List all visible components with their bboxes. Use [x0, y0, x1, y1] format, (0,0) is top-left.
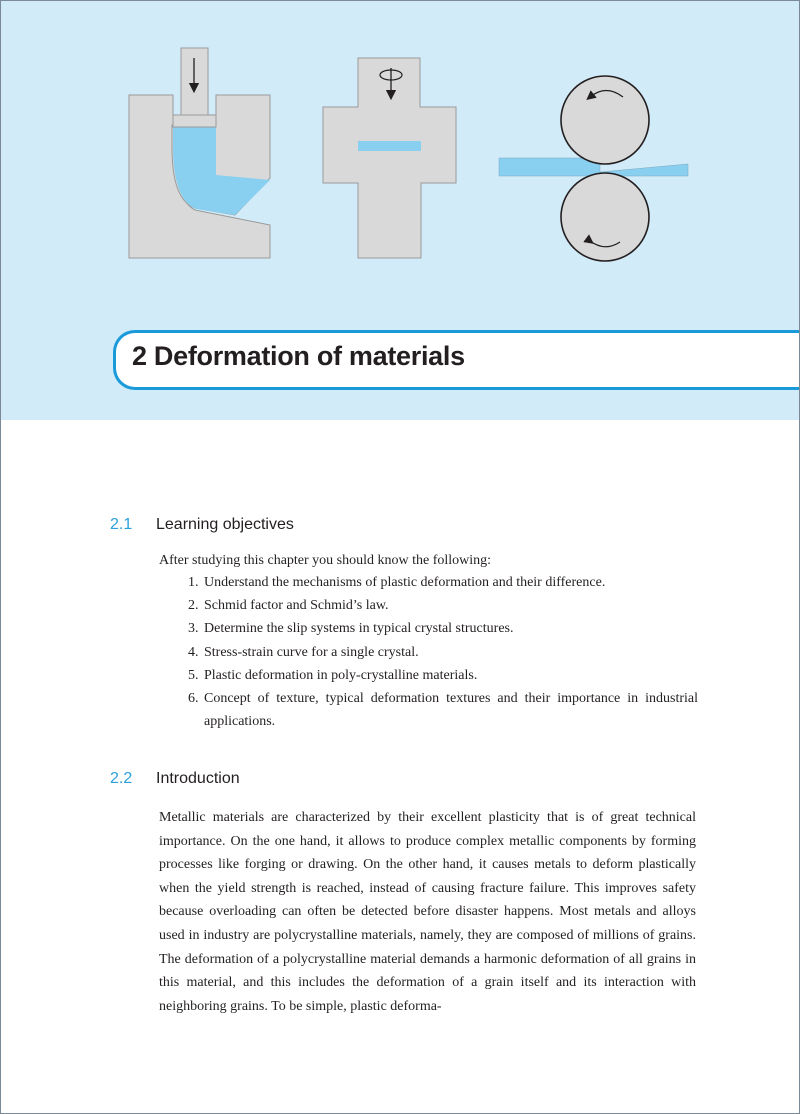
- section-title: Learning objectives: [156, 516, 294, 533]
- chapter-title: 2 Deformation of materials: [132, 341, 465, 371]
- item-number: 1.: [188, 575, 199, 590]
- item-number: 4.: [188, 644, 199, 660]
- banner-illustrations: [0, 0, 800, 300]
- objectives-intro: After studying this chapter you should know the following:: [159, 553, 492, 568]
- item-number: 5.: [188, 667, 199, 683]
- chapter-banner: [0, 0, 800, 420]
- section-number: 2.1: [110, 516, 133, 533]
- item-text: Concept of texture, typical deformation textures and their importance in industrial applications.: [204, 691, 698, 730]
- item-text: Plastic deformation in poly-crystalline materials.: [204, 667, 478, 683]
- list-item: [188, 664, 698, 687]
- list-item: [188, 687, 698, 733]
- section-number: 2.2: [110, 770, 133, 787]
- item-text: Schmid factor and Schmid’s law.: [204, 598, 389, 614]
- section-heading-introduction: [110, 770, 240, 788]
- list-item: [188, 594, 698, 617]
- introduction-paragraph: Metallic materials are characterized by their excellent plasticity that is of great technical importance. On the one hand, it allows to produce complex metallic components by forming processes like forging or drawing. On the other hand, it causes metals to deform plastically when the yield strength is reached, instead of causing fracture failure. This improves safety because overloading can often be detected before disaster happens. Most metals and alloys used in industry are polycrystalline materials, namely, they are composed of millions of grains. The deformation of a polycrystalline material demands a harmonic deformation of all grains in this material, and this includes the deformation of a grain itself and its interaction with neighboring grains. To be simple, plastic deforma-: [159, 810, 696, 1014]
- list-item: [188, 617, 698, 640]
- list-item: [188, 641, 698, 664]
- item-text: Determine the slip systems in typical crystal structures.: [204, 621, 514, 637]
- section-title: Introduction: [156, 770, 240, 787]
- chapter-title-box: [113, 330, 800, 390]
- objectives-list: [188, 571, 698, 733]
- item-number: 6.: [188, 691, 199, 707]
- item-text: Stress-strain curve for a single crystal.: [204, 644, 419, 660]
- rolling-mill-diagram: [499, 76, 688, 261]
- item-text: Understand the mechanisms of plastic deformation and their difference.: [204, 575, 606, 590]
- section-heading-learning-objectives: [110, 516, 294, 534]
- item-number: 2.: [188, 598, 199, 614]
- item-number: 3.: [188, 621, 199, 637]
- torsion-diagram: [323, 58, 456, 258]
- list-item: [188, 571, 698, 594]
- extrusion-die-diagram: [129, 48, 270, 258]
